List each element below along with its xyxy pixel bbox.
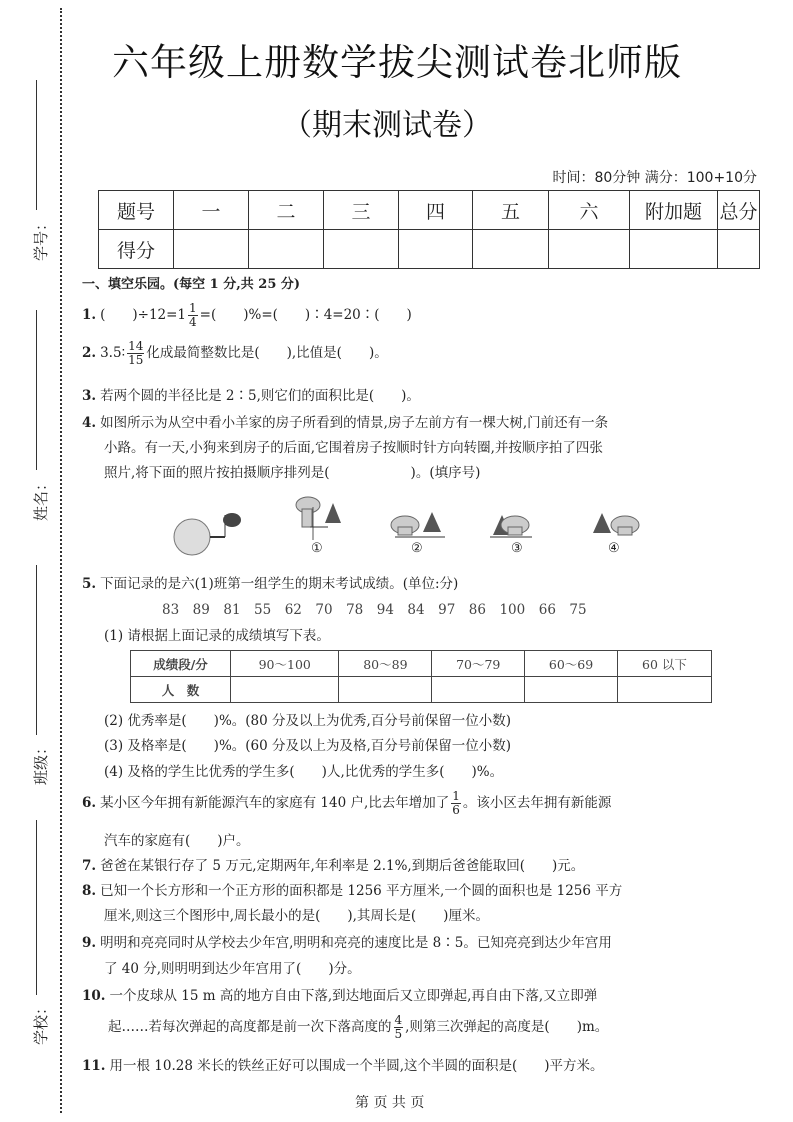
q5-part-1: (1) 请根据上面记录的成绩填写下表。 [104,628,330,644]
header-cell: 60 以下 [617,651,711,677]
q-number: 6. [82,795,97,811]
denominator: 6 [452,803,460,817]
score-cell[interactable] [718,230,760,269]
header-cell: 附加题 [630,191,718,230]
question-5 [82,572,458,592]
q-number: 7. [82,858,97,874]
numerator: 1 [452,789,460,803]
exam-meta: 时间：80分钟 满分：100+10分 [552,170,757,186]
denominator: 4 [189,315,197,329]
page-footer: 第 页 共 页 [355,1095,425,1111]
question-8 [82,879,622,899]
question-4-line: 小路。有一天,小狗来到房子的后面,它围着房子按顺时针方向转圈,并按顺序拍了四张 [104,440,603,456]
q-text: 某小区今年拥有新能源汽车的家庭有 140 户,比去年增加了 [100,795,450,811]
q-text: 若两个圆的半径比是 2∶5,则它们的面积比是( )。 [100,388,420,404]
denominator: 15 [128,353,144,367]
q5-part-2: (2) 优秀率是( )%。(80 分及以上为优秀,百分号前保留一位小数) [104,713,512,729]
question-7 [82,854,584,874]
q-text: 爸爸在某银行存了 5 万元,定期两年,年利率是 2.1%,到期后爸爸能取回( )元。 [100,858,585,874]
grade-count-row [131,677,712,703]
photo-1 [296,497,341,540]
score-cell[interactable] [630,230,718,269]
school-label: 学校： [32,999,51,1046]
count-cell[interactable] [525,677,618,703]
q-text: =( )%=( )∶4=20∶( ) [199,307,412,323]
question-9 [82,931,612,951]
q-number: 2. [82,345,97,361]
page-title: 六年级上册数学拔尖测试卷北师版 [112,41,682,84]
numerator: 14 [128,339,144,353]
header-cell: 80～89 [339,651,432,677]
score-table-header [99,191,760,230]
count-cell[interactable] [617,677,711,703]
score-row [99,230,760,269]
count-cell[interactable] [339,677,432,703]
q-text: 明明和亮亮同时从学校去少年宫,明明和亮亮的速度比是 8∶5。已知亮亮到达少年宫用 [100,935,612,951]
q-text: 用一根 10.28 米长的铁丝正好可以围成一个半圆,这个半圆的面积是( )平方米。 [109,1058,604,1074]
question-8-line: 厘米,则这三个图形中,周长最小的是( ),其周长是( )厘米。 [104,908,489,924]
question-4-line: 照片,将下面的照片按拍摄顺序排列是( )。(填序号) [104,465,481,481]
q-number: 9. [82,935,97,951]
class-line [36,565,37,735]
photo-label: ③ [511,541,523,556]
score-table [98,190,760,269]
grade-table-header [131,651,712,677]
row-label: 人 数 [131,677,231,703]
header-cell: 60～69 [525,651,618,677]
q-text: ( )÷12=1 [100,307,187,323]
fraction [127,340,144,367]
question-11 [82,1054,604,1074]
numerator: 4 [394,1013,403,1027]
q-text: 起……若每次弹起的高度都是前一次下落高度的 [108,1019,392,1035]
q-text: 一个皮球从 15 m 高的地方自由下落,到达地面后又立即弹起,再自由下落,又立即弹 [109,988,598,1004]
score-row-label: 得分 [99,230,174,269]
header-cell: 题号 [99,191,174,230]
student-no-line [36,80,37,210]
score-cell[interactable] [473,230,549,269]
q-text: 3.5∶ [100,345,126,361]
question-9-line: 了 40 分,则明明到达少年宫用了( )分。 [104,961,361,977]
score-cell[interactable] [324,230,399,269]
fraction [394,1014,404,1041]
question-6-line: 汽车的家庭有( )户。 [104,833,250,849]
q-text: 化成最简整数比是( ),比值是( )。 [146,345,388,361]
header-cell: 90～100 [231,651,339,677]
school-line [36,820,37,995]
header-cell: 70～79 [432,651,525,677]
header-cell: 四 [399,191,473,230]
photo-label: ④ [608,541,620,556]
score-cell[interactable] [549,230,630,269]
q-number: 1. [82,307,97,323]
q-text: 。该小区去年拥有新能源 [462,795,612,811]
q-number: 10. [82,988,106,1004]
denominator: 5 [394,1027,403,1041]
student-no-label: 学号： [32,215,51,262]
q5-part-3: (3) 及格率是( )%。(60 分及以上为及格,百分号前保留一位小数) [104,738,512,754]
name-line [36,310,37,470]
q-number: 5. [82,576,97,592]
photo-label: ② [411,541,423,556]
name-label: 姓名： [32,475,51,522]
photo-2 [391,512,445,537]
q-text: 已知一个长方形和一个正方形的面积都是 1256 平方厘米,一个圆的面积也是 1256 平方 [100,883,623,899]
question-1 [82,302,412,329]
header-cell: 三 [324,191,399,230]
fraction [451,790,461,817]
header-cell: 成绩段/分 [131,651,231,677]
question-6 [82,790,611,817]
q-text: 下面记录的是六(1)班第一组学生的期末考试成绩。(单位:分) [100,576,459,592]
question-2 [82,340,388,367]
section-heading: 一、填空乐园。(每空 1 分,共 25 分) [82,277,301,292]
binding-dashed-line [60,8,62,1113]
q-text: 如图所示为从空中看小羊家的房子所看到的情景,房子左前方有一棵大树,门前还有一条 [100,415,609,431]
class-label: 班级： [32,739,51,786]
score-cell[interactable] [174,230,249,269]
q-number: 8. [82,883,97,899]
numerator: 1 [189,301,197,315]
count-cell[interactable] [231,677,339,703]
q-text: ,则第三次弹起的高度是( )m。 [405,1019,609,1035]
photo-label: ① [311,541,323,556]
q5-part-4: (4) 及格的学生比优秀的学生多( )人,比优秀的学生多( )%。 [104,764,504,780]
q-number: 3. [82,388,97,404]
score-cell[interactable] [399,230,473,269]
header-cell: 总分 [718,191,760,230]
grade-table [130,650,712,703]
photo-3 [490,515,532,537]
photo-4 [593,513,639,535]
header-cell: 五 [473,191,549,230]
header-cell: 一 [174,191,249,230]
header-cell: 二 [249,191,324,230]
question-3 [82,384,420,404]
count-cell[interactable] [432,677,525,703]
q-number: 4. [82,415,97,431]
score-list: 83 89 81 55 62 70 78 94 84 97 86 100 66 75 [162,602,587,618]
question-4 [82,411,608,431]
header-cell: 六 [549,191,630,230]
house-top-view [174,513,241,555]
question-10 [82,984,597,1004]
q-number: 11. [82,1058,106,1074]
fraction [188,302,198,329]
page-subtitle: （期末测试卷） [282,108,492,143]
question-10-line [108,1014,608,1041]
score-cell[interactable] [249,230,324,269]
